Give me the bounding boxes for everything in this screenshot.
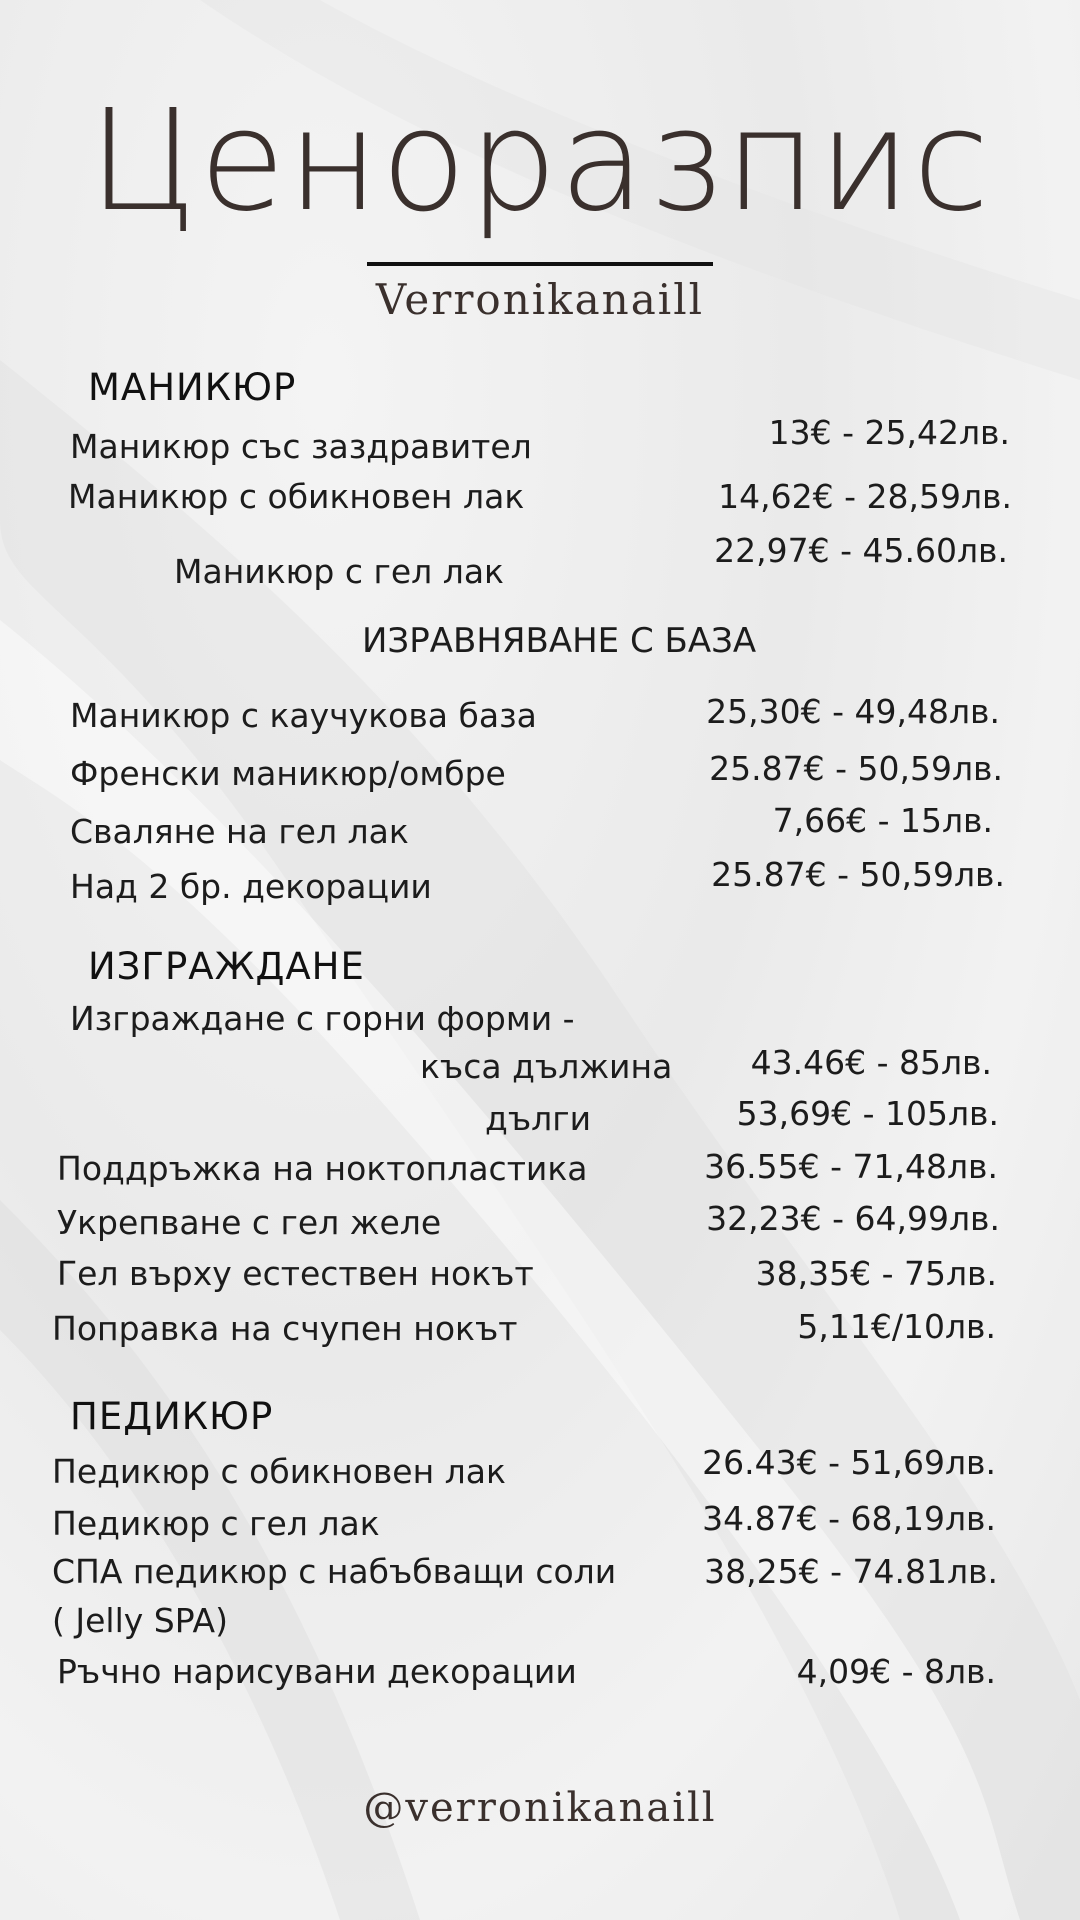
service-name: Маникюр с гел лак	[174, 552, 504, 591]
social-handle: @verronikanaill	[363, 1785, 717, 1831]
subsection-heading-base-leveling: ИЗРАВНЯВАНЕ С БАЗА	[362, 621, 757, 661]
service-price: 22,97€ - 45.60лв.	[714, 531, 1008, 570]
service-name: Маникюр с обикновен лак	[68, 477, 525, 516]
section-heading-manicure: МАНИКЮР	[88, 366, 297, 409]
service-name: Маникюр със заздравител	[70, 427, 532, 466]
service-variant: дълги	[485, 1099, 592, 1138]
service-name: Френски маникюр/омбре	[70, 754, 506, 793]
service-price: 25.87€ - 50,59лв.	[709, 749, 1003, 788]
service-name-continued: ( Jelly SPA)	[52, 1601, 228, 1640]
page-title: Ценоразпис	[88, 80, 992, 243]
service-price: 53,69€ - 105лв.	[736, 1094, 999, 1133]
service-name: Над 2 бр. декорации	[70, 867, 432, 906]
service-price: 43.46€ - 85лв.	[750, 1043, 992, 1082]
service-price: 5,11€/10лв.	[797, 1307, 996, 1346]
brand-name: Verronikanaill	[375, 275, 705, 324]
service-price: 25,30€ - 49,48лв.	[706, 692, 1000, 731]
service-price: 14,62€ - 28,59лв.	[718, 477, 1012, 516]
service-name: Сваляне на гел лак	[70, 812, 409, 851]
section-heading-build: ИЗГРАЖДАНЕ	[88, 945, 365, 988]
service-price: 25.87€ - 50,59лв.	[711, 855, 1005, 894]
service-price: 32,23€ - 64,99лв.	[706, 1199, 1000, 1238]
service-name: Педикюр с гел лак	[52, 1504, 380, 1543]
service-name: СПА педикюр с набъбващи соли	[52, 1552, 617, 1591]
service-name: Гел върху естествен нокът	[57, 1254, 534, 1293]
service-price: 38,35€ - 75лв.	[755, 1254, 997, 1293]
service-price: 13€ - 25,42лв.	[768, 413, 1010, 452]
service-variant: къса дължина	[420, 1047, 673, 1086]
service-price: 36.55€ - 71,48лв.	[704, 1147, 998, 1186]
service-name: Поправка на счупен нокът	[52, 1309, 518, 1348]
service-price: 4,09€ - 8лв.	[796, 1652, 996, 1691]
service-price: 34.87€ - 68,19лв.	[702, 1499, 996, 1538]
service-name: Маникюр с каучукова база	[70, 696, 537, 735]
section-heading-pedicure: ПЕДИКЮР	[70, 1395, 274, 1438]
service-name: Укрепване с гел желе	[57, 1203, 442, 1242]
title-divider	[367, 262, 713, 266]
service-name: Поддръжка на ноктопластика	[57, 1149, 588, 1188]
service-name: Изграждане с горни форми -	[70, 999, 575, 1038]
service-price: 7,66€ - 15лв.	[772, 801, 993, 840]
service-price: 26.43€ - 51,69лв.	[702, 1443, 996, 1482]
service-name: Педикюр с обикновен лак	[52, 1452, 506, 1491]
service-price: 38,25€ - 74.81лв.	[704, 1552, 998, 1591]
service-name: Ръчно нарисувани декорации	[57, 1652, 577, 1691]
